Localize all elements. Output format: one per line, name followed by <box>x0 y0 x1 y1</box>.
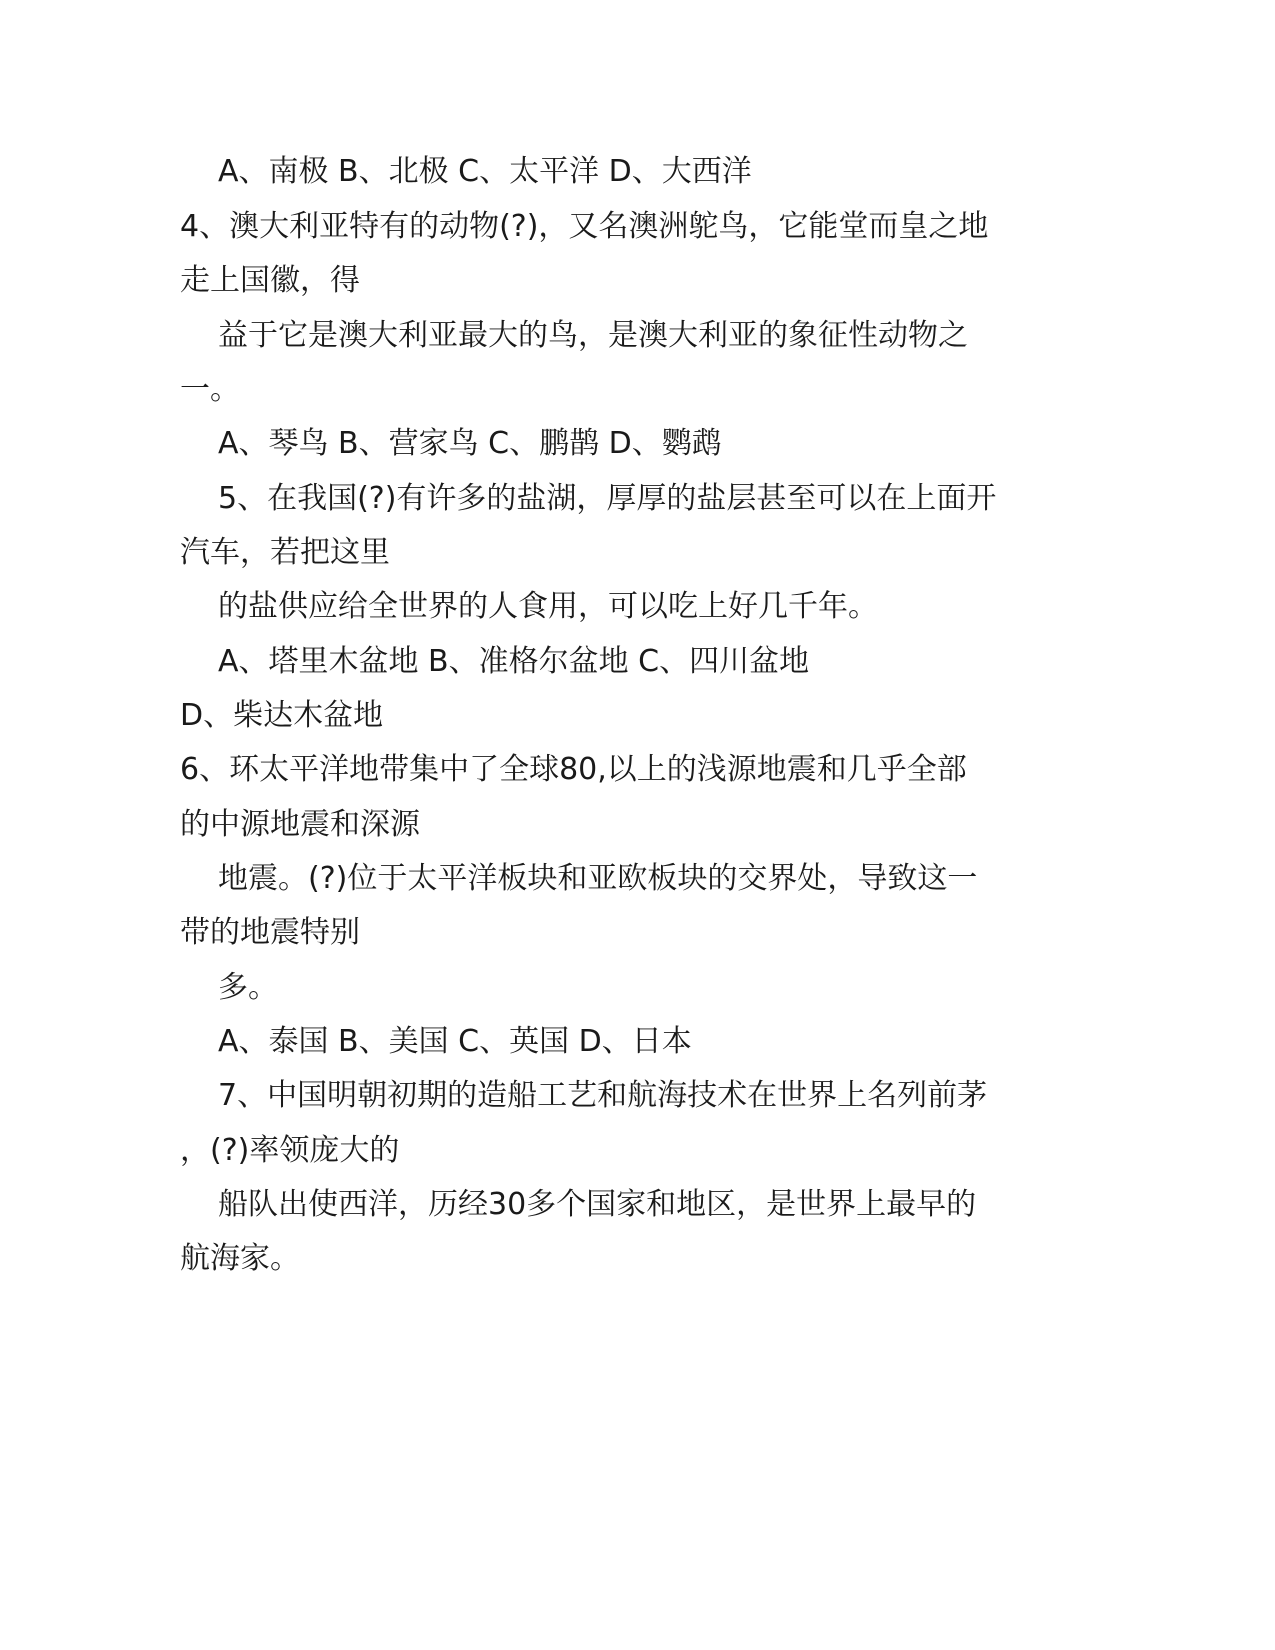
q5-question-line-3: 的盐供应给全世界的人食用，可以吃上好几千年。 <box>218 589 878 624</box>
q5-question-line-1: 5、在我国(?)有许多的盐湖，厚厚的盐层甚至可以在上面开 <box>218 481 997 516</box>
q6-options: A、泰国 B、美国 C、英国 D、日本 <box>218 1024 692 1059</box>
q6-question-line-5: 多。 <box>218 970 278 1005</box>
q7-question-line-2: ，(?)率领庞大的 <box>180 1133 400 1168</box>
q7-question-line-3: 船队出使西洋，历经30多个国家和地区，是世界上最早的 <box>218 1187 977 1222</box>
q4-options: A、琴鸟 B、营家鸟 C、鹏鹊 D、鹦鹉 <box>218 426 722 461</box>
q4-question-line-1 <box>180 207 988 247</box>
q5-question-line-2: 汽车，若把这里 <box>180 535 390 570</box>
q4-question-text: 4、澳大利亚特有的动物(?)，又名澳洲鸵鸟，它能堂而皇之地 <box>180 209 989 244</box>
q6-question-line-1: 6、环太平洋地带集中了全球80,以上的浅源地震和几乎全部 <box>180 752 967 787</box>
q4-question-line-3: 益于它是澳大利亚最大的鸟，是澳大利亚的象征性动物之 <box>218 318 968 353</box>
q5-options-line-2: D、柴达木盆地 <box>180 698 384 733</box>
q3-options: A、南极 B、北极 C、太平洋 D、大西洋 <box>218 154 752 189</box>
q5-options-line-1: A、塔里木盆地 B、准格尔盆地 C、四川盆地 <box>218 644 810 679</box>
q6-question-line-3: 地震。(?)位于太平洋板块和亚欧板块的交界处，导致这一 <box>218 861 978 896</box>
q6-question-line-4: 带的地震特别 <box>180 915 360 950</box>
q4-question-line-4: 一。 <box>180 372 240 407</box>
q6-question-line-2: 的中源地震和深源 <box>180 807 420 842</box>
q4-question-line-2: 走上国徽，得 <box>180 263 360 298</box>
q7-question-line-1: 7、中国明朝初期的造船工艺和航海技术在世界上名列前茅 <box>218 1078 988 1113</box>
q7-question-line-4: 航海家。 <box>180 1241 300 1276</box>
